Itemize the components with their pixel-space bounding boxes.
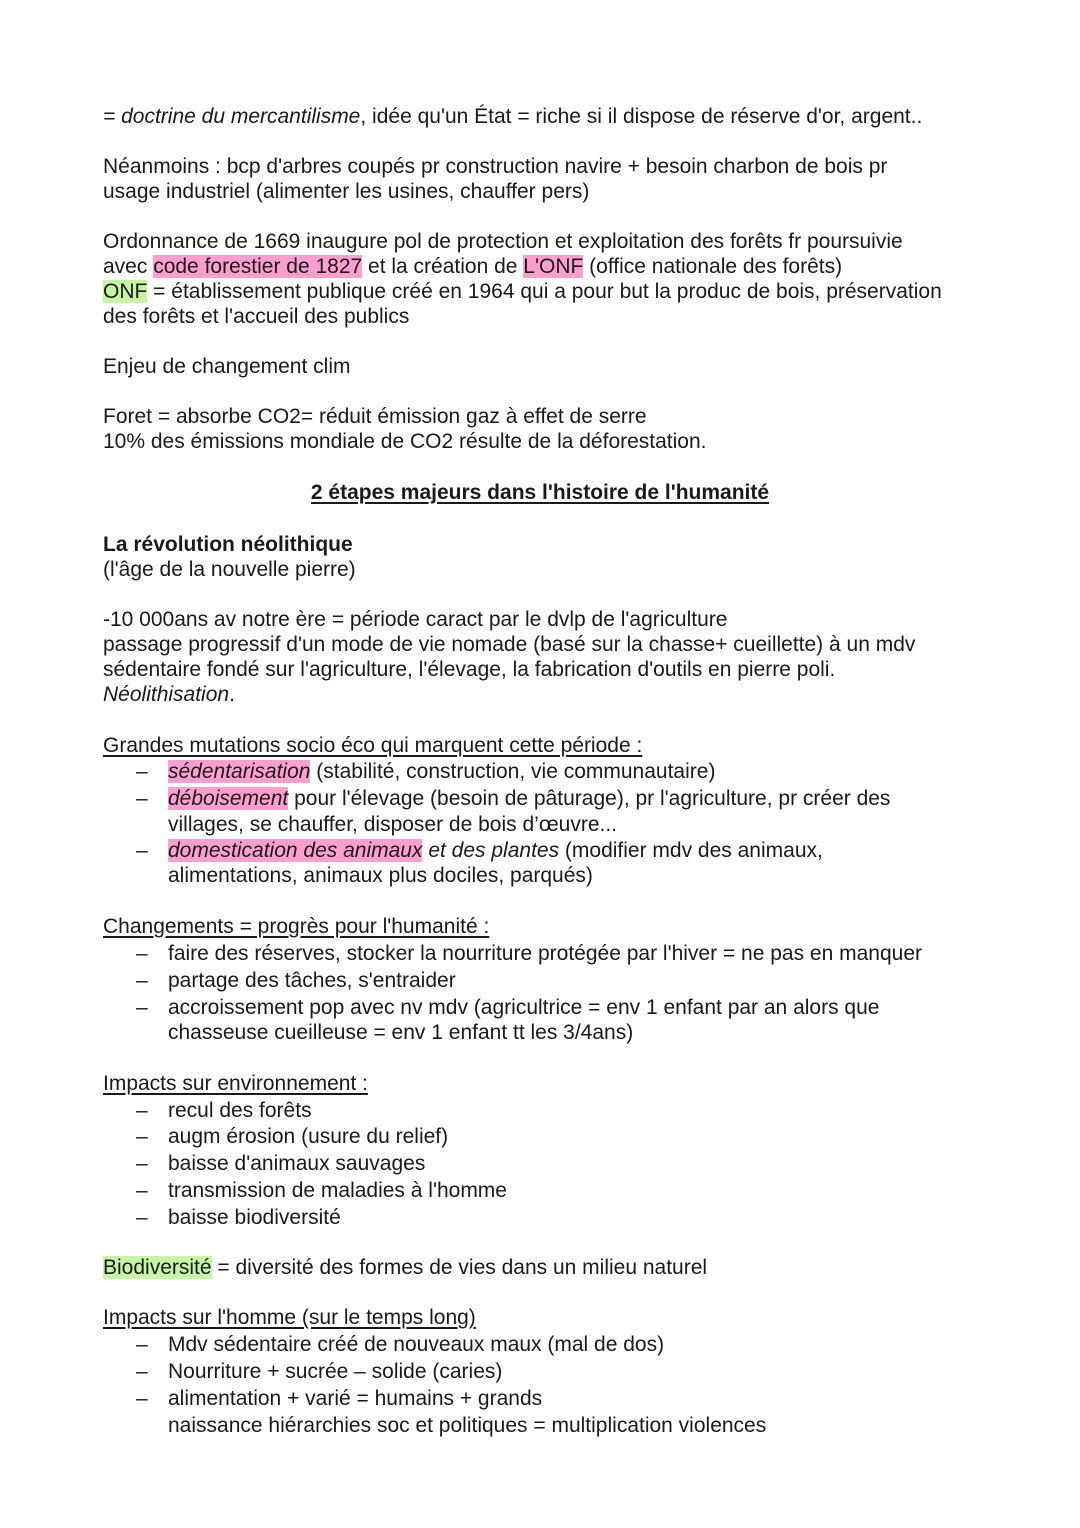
highlight-onf-term: ONF: [103, 280, 148, 303]
highlight-onf: L'ONF: [523, 255, 584, 278]
bullet-dash: –: [136, 1152, 148, 1175]
neolithic-subtitle: (l'âge de la nouvelle pierre): [103, 558, 356, 581]
paragraph-line: [103, 279, 942, 304]
bullet-dash: –: [136, 1125, 148, 1148]
impacts-env-heading: Impacts sur environnement :: [103, 1072, 368, 1095]
bullet-dash: –: [136, 1387, 148, 1410]
paragraph-line: [103, 254, 842, 279]
text-run: = diversité des formes de vies dans un milieu naturel: [211, 1256, 708, 1279]
paragraph-line: passage progressif d'un mode de vie nomade (basé sur la chasse+ cueillette) à un mdv: [103, 633, 916, 656]
text-run: .: [229, 683, 235, 706]
paragraph-line: 10% des émissions mondiale de CO2 résulte de la déforestation.: [103, 430, 707, 453]
text-run: et des plantes: [422, 839, 560, 862]
list-item: accroissement pop avec nv mdv (agricultrice = env 1 enfant par an alors que: [168, 996, 880, 1019]
highlight-biodiversite: Biodiversité: [103, 1256, 212, 1279]
bullet-dash: –: [136, 1333, 148, 1356]
biodiversity-definition: [103, 1255, 707, 1280]
list-item: baisse d'animaux sauvages: [168, 1152, 426, 1175]
impacts-homme-heading: Impacts sur l'homme (sur le temps long): [103, 1306, 476, 1329]
bullet-dash: –: [136, 942, 148, 965]
bullet-dash: –: [136, 787, 148, 810]
neolithisation-term: Néolithisation: [103, 683, 230, 706]
list-item: faire des réserves, stocker la nourriture protégée par l'hiver = ne pas en manquer: [168, 942, 922, 965]
paragraph-line: sédentaire fondé sur l'agriculture, l'élevage, la fabrication d'outils en pierre poli.: [103, 658, 836, 681]
bullet-dash: –: [136, 1099, 148, 1122]
list-item-continuation: alimentations, animaux plus dociles, parqués): [168, 864, 593, 887]
list-item: transmission de maladies à l'homme: [168, 1179, 507, 1202]
bullet-dash: –: [136, 1179, 148, 1202]
paragraph-line: -10 000ans av notre ère = période caract par le dvlp de l'agriculture: [103, 608, 728, 631]
bullet-dash: –: [136, 969, 148, 992]
mutations-heading: Grandes mutations socio éco qui marquent cette période :: [103, 734, 643, 757]
neolithic-title: La révolution néolithique: [103, 533, 353, 556]
bullet-dash: –: [136, 839, 148, 862]
text-run: (office nationale des forêts): [583, 255, 843, 278]
changements-heading: Changements = progrès pour l'humanité :: [103, 915, 490, 938]
paragraph-line: Ordonnance de 1669 inaugure pol de protection et exploitation des forêts fr poursuivie: [103, 230, 903, 253]
list-item-continuation: chasseuse cueilleuse = env 1 enfant tt les 3/4ans): [168, 1021, 634, 1044]
paragraph-line: usage industriel (alimenter les usines, chauffer pers): [103, 180, 590, 203]
bullet-dash: –: [136, 1360, 148, 1383]
bullet-dash: –: [136, 996, 148, 1019]
mercantilism-term: = doctrine du mercantilisme: [103, 105, 361, 128]
list-item: [168, 786, 890, 811]
mercantilism-text: , idée qu'un État = riche si il dispose de réserve d'or, argent..: [360, 105, 923, 128]
list-item: baisse biodiversité: [168, 1206, 341, 1229]
text-run: avec: [103, 255, 154, 278]
mercantilism-line: [103, 104, 922, 129]
list-item: recul des forêts: [168, 1099, 312, 1122]
text-run: et la création de: [362, 255, 524, 278]
text-run: pour l'élevage (besoin de pâturage), pr l'agriculture, pr créer des: [288, 787, 891, 810]
list-item: [168, 838, 823, 863]
list-item: [168, 759, 715, 784]
list-item: alimentation + varié = humains + grands: [168, 1387, 543, 1410]
list-item: partage des tâches, s'entraider: [168, 969, 456, 992]
bullet-dash: –: [136, 1206, 148, 1229]
text-run: = établissement publique créé en 1964 qui a pour but la produc de bois, préservation: [147, 280, 942, 303]
section-title: 2 étapes majeurs dans l'histoire de l'humanité: [310, 481, 770, 504]
highlight-domestication: domestication des animaux: [168, 839, 423, 862]
paragraph-line: Foret = absorbe CO2= réduit émission gaz à effet de serre: [103, 405, 647, 428]
list-item: Mdv sédentaire créé de nouveaux maux (mal de dos): [168, 1333, 665, 1356]
paragraph-line: Néanmoins : bcp d'arbres coupés pr construction navire + besoin charbon de bois pr: [103, 155, 888, 178]
list-item-continuation: naissance hiérarchies soc et politiques = multiplication violences: [168, 1414, 767, 1437]
list-item-continuation: villages, se chauffer, disposer de bois d’œuvre...: [168, 813, 618, 836]
paragraph-line: Enjeu de changement clim: [103, 355, 351, 378]
bullet-dash: –: [136, 760, 148, 783]
paragraph-line: [103, 682, 235, 707]
text-run: (stabilité, construction, vie communautaire): [310, 760, 716, 783]
highlight-code-forestier: code forestier de 1827: [153, 255, 363, 278]
paragraph-line: des forêts et l'accueil des publics: [103, 305, 410, 328]
list-item: augm érosion (usure du relief): [168, 1125, 449, 1148]
list-item: Nourriture + sucrée – solide (caries): [168, 1360, 503, 1383]
highlight-deboisement: déboisement: [168, 787, 289, 810]
highlight-sedentarisation: sédentarisation: [168, 760, 311, 783]
text-run: (modifier mdv des animaux,: [559, 839, 823, 862]
